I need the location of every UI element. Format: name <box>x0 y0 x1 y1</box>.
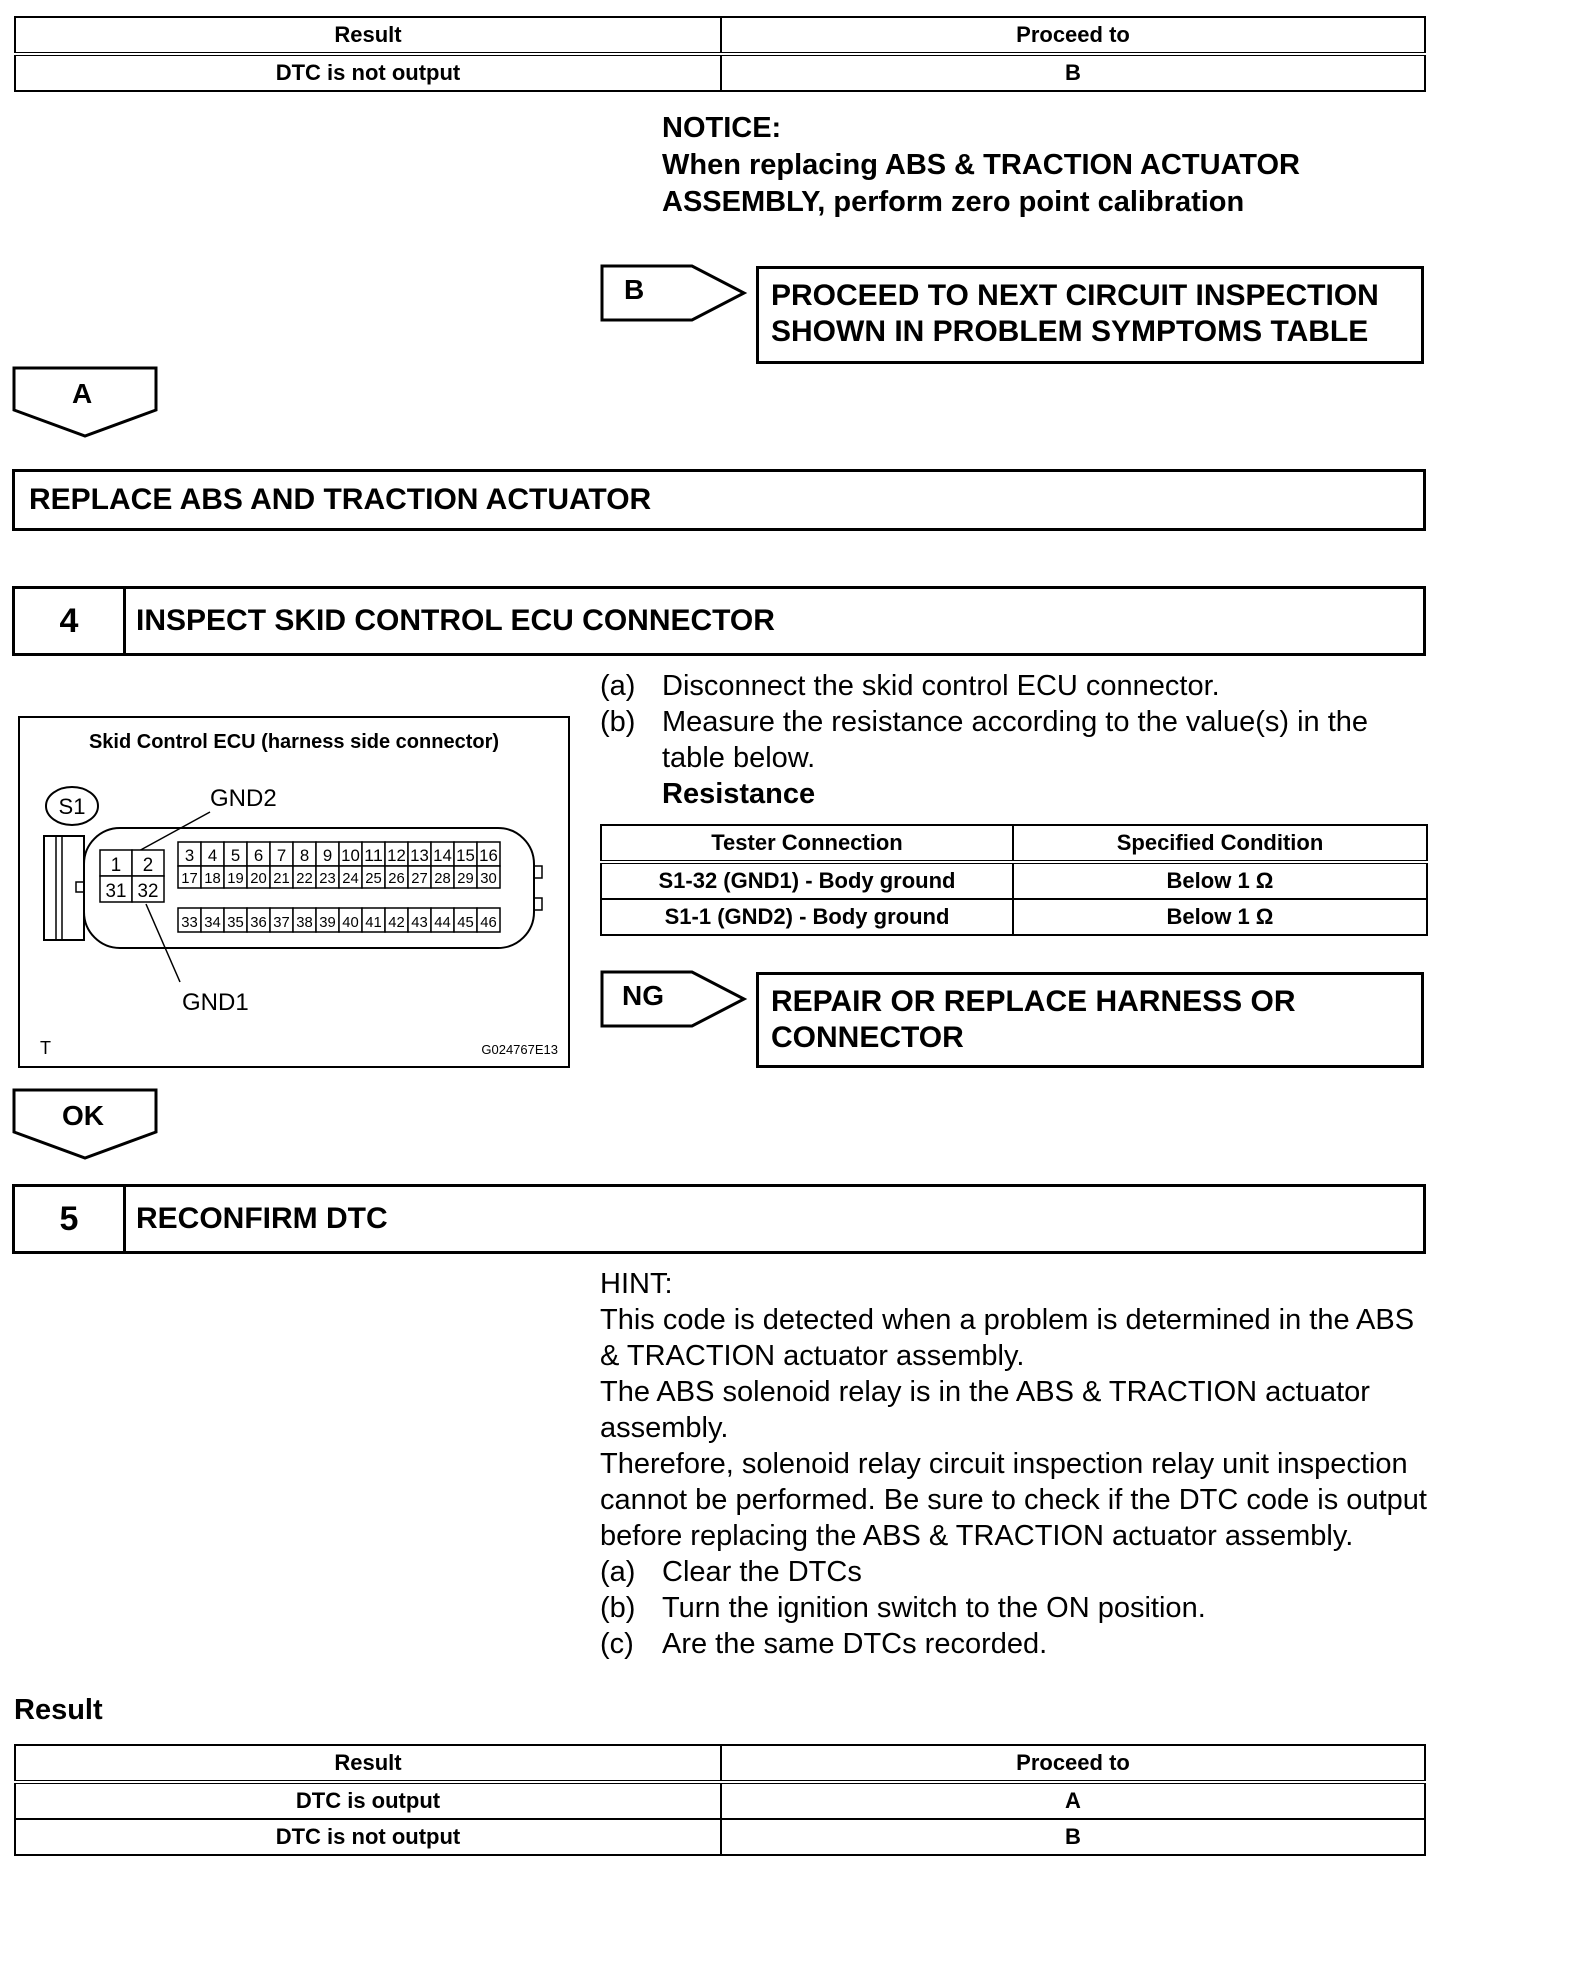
table-header: Tester Connection <box>601 825 1013 862</box>
pin-number: 33 <box>181 914 198 931</box>
pin-number: 18 <box>204 870 221 887</box>
pin-number: 12 <box>387 846 406 865</box>
pin-number: 14 <box>433 846 452 865</box>
list-item <box>600 1590 1430 1626</box>
connector-id: S1 <box>58 794 86 819</box>
left-pin-block <box>100 850 164 902</box>
connector-key <box>534 898 542 910</box>
branch-ng-tag: NG <box>622 980 664 1011</box>
list-marker: (b) <box>600 1592 636 1624</box>
main-pin-block <box>178 842 500 932</box>
table-cell: DTC is not output <box>15 54 721 91</box>
list-text: Turn the ignition switch to the ON position. <box>662 1592 1206 1624</box>
connector-diagram <box>18 716 570 1068</box>
gnd2-label: GND2 <box>210 785 277 812</box>
pin-number: 9 <box>322 846 333 865</box>
pin-number: 4 <box>207 846 218 865</box>
branch-b-tag: B <box>624 274 645 305</box>
list-item <box>600 1626 1430 1662</box>
table-cell: A <box>721 1782 1425 1819</box>
pin-number: 3 <box>184 846 195 865</box>
table-header: Proceed to <box>721 17 1425 54</box>
result-label: Result <box>14 1694 103 1726</box>
connector-latch <box>44 836 84 940</box>
step-title: RECONFIRM DTC <box>136 1202 388 1235</box>
bottom-result-table <box>14 1744 1426 1856</box>
pin-number: 43 <box>411 914 428 931</box>
notice <box>662 110 1300 221</box>
table-cell: DTC is output <box>15 1782 721 1819</box>
step-title: INSPECT SKID CONTROL ECU CONNECTOR <box>136 604 775 637</box>
pin-number: 44 <box>434 914 451 931</box>
notice-line: ASSEMBLY, perform zero point calibration <box>662 186 1245 218</box>
top-result-table <box>14 16 1426 92</box>
pin-number: 46 <box>480 914 497 931</box>
list-item <box>600 668 1430 704</box>
figure-code: G024767E13 <box>481 1042 558 1057</box>
pin-number: 2 <box>142 855 154 876</box>
replace-box <box>12 469 1426 531</box>
notice-label: NOTICE: <box>662 112 782 144</box>
table-cell: S1-32 (GND1) - Body ground <box>601 862 1013 899</box>
table-cell: B <box>721 54 1425 91</box>
pin-number: 45 <box>457 914 474 931</box>
resistance-label: Resistance <box>662 778 816 810</box>
replace-box-text: REPLACE ABS AND TRACTION ACTUATOR <box>29 483 652 516</box>
step-5-header <box>12 1184 1426 1254</box>
pin-number: 22 <box>296 870 313 887</box>
pin-number: 1 <box>110 855 122 876</box>
pin-number: 28 <box>434 870 451 887</box>
pin-number: 5 <box>230 846 241 865</box>
resistance-table <box>600 824 1428 936</box>
connector-latch-inner <box>56 836 62 940</box>
branch-ng-box <box>756 972 1424 1068</box>
pin-number: 36 <box>250 914 267 931</box>
connector-key <box>76 882 84 892</box>
list-marker: (a) <box>600 670 636 702</box>
pin-number: 7 <box>276 846 287 865</box>
pin-number: 17 <box>181 870 198 887</box>
pin-number: 37 <box>273 914 290 931</box>
pin-number: 26 <box>388 870 405 887</box>
arrow-a-label: A <box>72 378 93 409</box>
list-item <box>600 1554 1430 1590</box>
list-item <box>600 704 1430 776</box>
gnd1-leader <box>146 904 180 982</box>
list-text: Measure the resistance according to the value(s) in the table below. <box>662 706 1369 774</box>
pin-number: 21 <box>273 870 290 887</box>
step-4-header <box>12 586 1426 656</box>
branch-b-box <box>756 266 1424 364</box>
pin-number: 10 <box>341 846 360 865</box>
hint-paragraph: Therefore, solenoid relay circuit inspection relay unit inspection cannot be performed. Be sure to check if the DTC code is output before replacing the ABS & TRACTION actuator assembly. <box>600 1448 1427 1552</box>
pin-number: 41 <box>365 914 382 931</box>
corner-letter: T <box>40 1038 51 1058</box>
list-text: Clear the DTCs <box>662 1556 862 1588</box>
pin-number: 40 <box>342 914 359 931</box>
connector-diagram-svg <box>20 718 568 1066</box>
connector-key <box>534 866 542 878</box>
branch-ng-line: REPAIR OR REPLACE HARNESS OR <box>771 985 1296 1018</box>
arrow-ok-label: OK <box>62 1100 104 1131</box>
branch-b-line: SHOWN IN PROBLEM SYMPTOMS TABLE <box>771 315 1369 348</box>
branch-ng-line: CONNECTOR <box>771 1021 964 1054</box>
list-text: Disconnect the skid control ECU connector. <box>662 670 1220 702</box>
pin-number: 38 <box>296 914 313 931</box>
pin-number: 24 <box>342 870 359 887</box>
pin-number: 42 <box>388 914 405 931</box>
list-marker: (c) <box>600 1628 634 1660</box>
list-marker: (b) <box>600 706 636 738</box>
pin-number: 16 <box>479 846 498 865</box>
table-cell: Below 1 Ω <box>1013 899 1427 935</box>
pin-number: 34 <box>204 914 221 931</box>
diagram-title: Skid Control ECU (harness side connector) <box>88 731 500 753</box>
table-cell: B <box>721 1819 1425 1855</box>
table-header: Proceed to <box>721 1745 1425 1782</box>
hint-label: HINT: <box>600 1268 673 1300</box>
step-5-hint <box>600 1266 1430 1662</box>
hint-paragraph: This code is detected when a problem is determined in the ABS & TRACTION actuator assembly. <box>600 1304 1415 1372</box>
pin-number: 8 <box>299 846 310 865</box>
table-header: Result <box>15 17 721 54</box>
list-marker: (a) <box>600 1556 636 1588</box>
step-number: 5 <box>15 1187 126 1251</box>
pin-number: 25 <box>365 870 382 887</box>
pin-number: 29 <box>457 870 474 887</box>
pin-number: 20 <box>250 870 267 887</box>
table-cell: DTC is not output <box>15 1819 721 1855</box>
step-number: 4 <box>15 589 126 653</box>
table-header: Specified Condition <box>1013 825 1427 862</box>
pin-number: 30 <box>480 870 497 887</box>
gnd1-label: GND1 <box>182 989 249 1016</box>
list-text: Are the same DTCs recorded. <box>662 1628 1048 1660</box>
hint-paragraph: The ABS solenoid relay is in the ABS & TRACTION actuator assembly. <box>600 1376 1370 1444</box>
pin-number: 23 <box>319 870 336 887</box>
pin-number: 11 <box>364 846 383 865</box>
branch-b-arrow-icon <box>600 264 750 322</box>
table-cell: Below 1 Ω <box>1013 862 1427 899</box>
pin-number: 15 <box>456 846 475 865</box>
pin-number: 32 <box>137 881 159 902</box>
pin-number: 13 <box>410 846 429 865</box>
table-header: Result <box>15 1745 721 1782</box>
pin-number: 27 <box>411 870 428 887</box>
pin-number: 39 <box>319 914 336 931</box>
notice-line: When replacing ABS & TRACTION ACTUATOR <box>662 149 1300 181</box>
branch-b-line: PROCEED TO NEXT CIRCUIT INSPECTION <box>771 279 1379 312</box>
step-4-instructions <box>600 668 1430 812</box>
pin-number: 6 <box>253 846 264 865</box>
pin-number: 19 <box>227 870 244 887</box>
pin-number: 35 <box>227 914 244 931</box>
table-cell: S1-1 (GND2) - Body ground <box>601 899 1013 935</box>
pin-number: 31 <box>105 881 127 902</box>
